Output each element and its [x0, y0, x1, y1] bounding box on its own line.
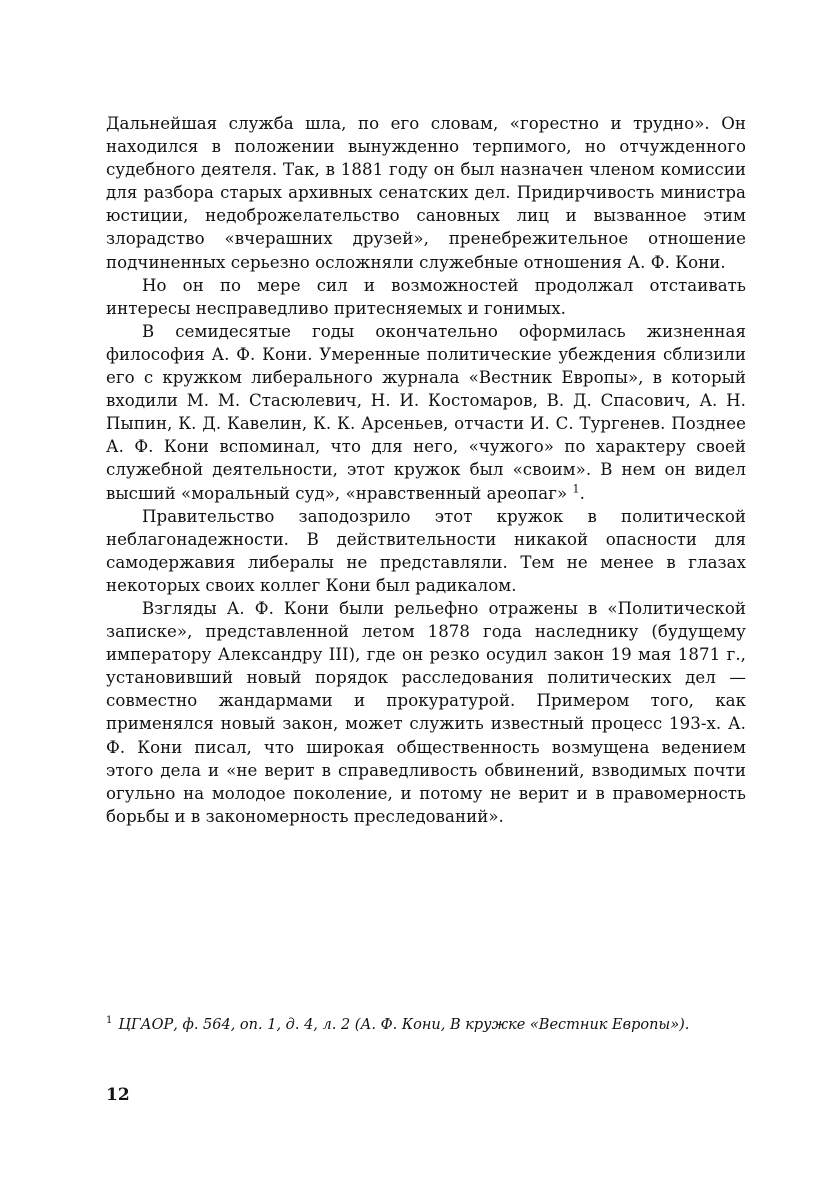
paragraph-3: [106, 320, 746, 505]
page-body: [106, 112, 746, 828]
footnote-reference[interactable]: 1: [572, 481, 580, 495]
footnotes: [106, 1015, 746, 1036]
footnote-mark: 1: [106, 1015, 113, 1027]
page-number: 12: [106, 1085, 130, 1105]
paragraph-1: Дальнейшая служба шла, по его словам, «горестно и трудно». Он находился в положении вынужденно терпимого, но отчужденного судебного деятеля. Так, в 1881 году он был назначен членом комиссии для разбора старых архивных сенатских дел. Придирчивость министра юстиции, недоброжелательство сановных лиц и вызванное этим злорадство «вчерашних друзей», пренебрежительное отношение подчиненных серьезно осложняли служебные отношения А. Ф. Кони.: [106, 114, 746, 272]
paragraph-2: Но он по мере сил и возможностей продолжал отстаивать интересы несправедливо притесняемых и гонимых.: [106, 275, 746, 318]
paragraph-4: Правительство заподозрило этот кружок в политической неблагонадежности. В действительности никакой опасности для самодержавия либералы не представляли. Тем не менее в глазах некоторых своих коллег Кони был радикалом.: [106, 506, 746, 595]
paragraph-3-text: В семидесятые годы окончательно оформилась жизненная философия А. Ф. Кони. Умеренные политические убеждения сблизили его с кружком либерального журнала «Вестник Европы», в который входили М. М. Стасюлевич, Н. И. Костомаров, В. Д. Спасович, А. Н. Пыпин, К. Д. Кавелин, К. К. Арсеньев, отчасти И. С. Тургенев. Позднее А. Ф. Кони вспоминал, что для него, «чужого» по характеру своей служебной деятельности, этот кружок был «своим». В нем он видел высший «моральный суд», «нравственный ареопаг»: [106, 321, 746, 503]
footnote-text: ЦГАОР, ф. 564, оп. 1, д. 4, л. 2 (А. Ф. Кони, В кружке «Вестник Европы»).: [118, 1017, 690, 1033]
main-text: [106, 112, 746, 828]
paragraph-5: Взгляды А. Ф. Кони были рельефно отражены в «Политической записке», представленной летом 1878 года наследнику (будущему императору Александру III), где он резко осудил закон 19 мая 1871 г., установивший новый порядок расследования политических дел — совместно жандармами и прокуратурой. Примером того, как применялся новый закон, может служить известный процесс 193-х. А. Ф. Кони писал, что широкая общественность возмущена ведением этого дела и «не верит в справедливость обвинений, взводимых почти огульно на молодое поколение, и потому не верит и в правомерность борьбы и в закономерность преследований».: [106, 598, 746, 826]
footnote-1: [106, 1015, 746, 1036]
paragraph-3-end: .: [579, 483, 585, 503]
